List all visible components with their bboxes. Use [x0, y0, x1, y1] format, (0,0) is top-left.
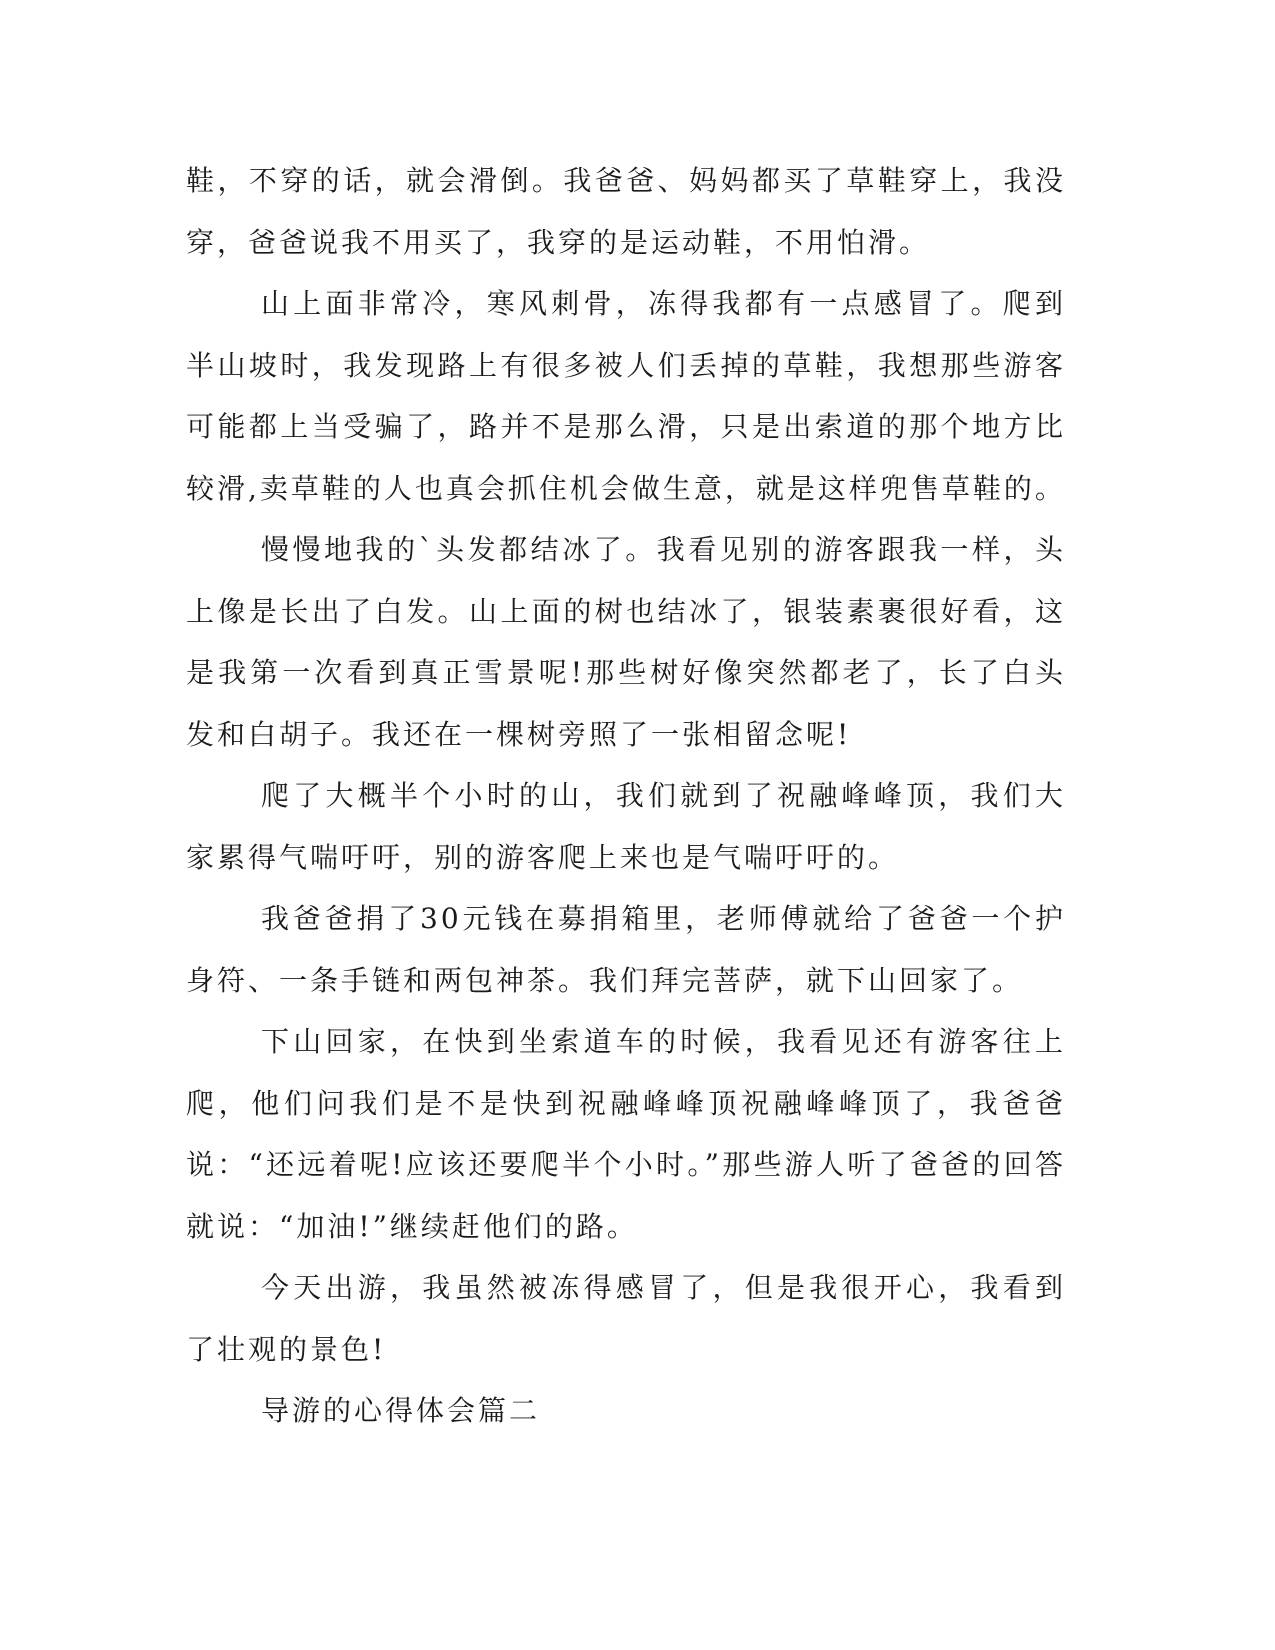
document-page — [186, 150, 1066, 1442]
paragraph: 爬了大概半个小时的山，我们就到了祝融峰峰顶，我们大家累得气喘吁吁，别的游客爬上来也是气喘吁吁的。 — [186, 779, 1066, 874]
paragraph: 鞋，不穿的话，就会滑倒。我爸爸、妈妈都买了草鞋穿上，我没穿，爸爸说我不用买了，我穿的是运动鞋，不用怕滑。 — [186, 164, 1066, 259]
paragraph: 下山回家，在快到坐索道车的时候，我看见还有游客往上爬，他们问我们是不是快到祝融峰峰顶祝融峰峰顶了，我爸爸说：“还远着呢!应该还要爬半个小时。”那些游人听了爸爸的回答就说：“加油!”继续赶他们的路。 — [186, 1025, 1066, 1243]
paragraph: 山上面非常冷，寒风刺骨，冻得我都有一点感冒了。爬到半山坡时，我发现路上有很多被人们丢掉的草鞋，我想那些游客可能都上当受骗了，路并不是那么滑，只是出索道的那个地方比较滑,卖草鞋的人也真会抓住机会做生意，就是这样兜售草鞋的。 — [186, 287, 1066, 505]
paragraph: 今天出游，我虽然被冻得感冒了，但是我很开心，我看到了壮观的景色! — [186, 1271, 1066, 1366]
paragraph: 我爸爸捐了30元钱在募捐箱里，老师傅就给了爸爸一个护身符、一条手链和两包神茶。我们拜完菩萨，就下山回家了。 — [186, 902, 1066, 997]
paragraph: 慢慢地我的`头发都结冰了。我看见别的游客跟我一样，头上像是长出了白发。山上面的树也结冰了，银装素裹很好看，这是我第一次看到真正雪景呢!那些树好像突然都老了，长了白头发和白胡子。我还在一棵树旁照了一张相留念呢! — [186, 533, 1066, 751]
section-heading: 导游的心得体会篇二 — [261, 1394, 541, 1427]
